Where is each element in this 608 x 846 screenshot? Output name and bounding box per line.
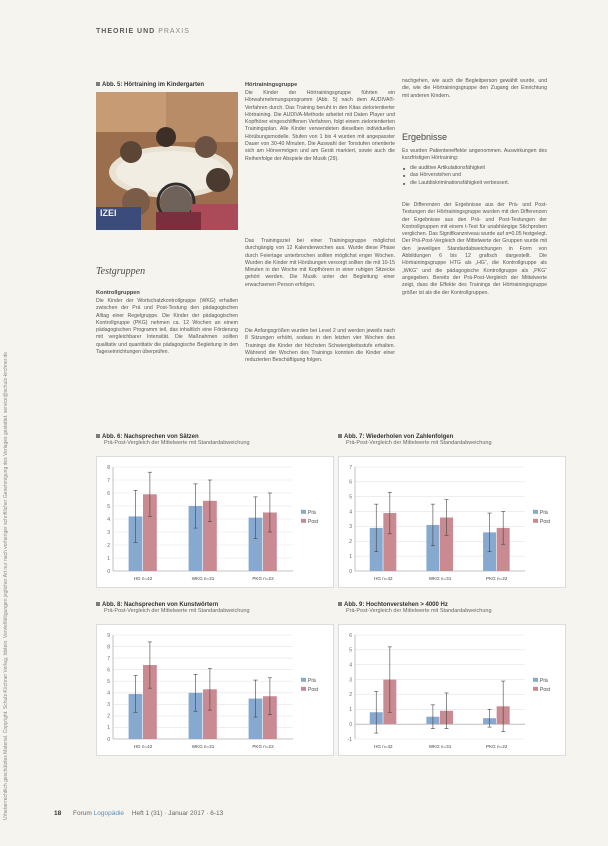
list-item: ■ die auditive Artikulationsfähigkeit <box>410 165 548 172</box>
y-tick-label: 1 <box>349 553 352 560</box>
y-tick-label: 1 <box>349 707 352 714</box>
legend-swatch <box>533 510 538 514</box>
chart7-header <box>338 434 492 446</box>
y-tick-label: 6 <box>107 490 110 497</box>
middle-text-2: Das Trainingsziel bei einer Trainingsgruppe möglichst durchgängig von 12 Kalenderwochen aus. Wurde diese Phase durch Feiertage unterbrochen sollten möglichst enger Wochen. Wurden die Kinder mit Hörübungen versorgt sollten die mit 10-15 Minuten in der Woche mit Kopfhörern in einer ruhigen Sitzecke gehört werden. Die Musik unter der Begleitung einer erwachsenen Person erfolgen. <box>245 238 395 288</box>
chart6-header <box>96 434 250 446</box>
footer-brand-prefix: Forum <box>73 810 92 817</box>
legend-label: Post <box>308 518 319 525</box>
header-main: THEORIE UND <box>96 28 156 35</box>
y-tick-label: 3 <box>107 529 110 536</box>
y-tick-label: 5 <box>107 679 110 686</box>
x-tick-label: HG n=42 <box>133 576 153 581</box>
hoertraining-subhead: Hörtrainingsgruppe <box>245 82 298 88</box>
hypothesis-list <box>402 165 548 193</box>
y-tick-label: 1 <box>107 725 110 732</box>
y-tick-label: 8 <box>107 464 110 471</box>
page-footer <box>54 810 223 817</box>
legend-swatch <box>301 687 306 691</box>
y-tick-label: 8 <box>107 644 110 651</box>
chart9-subtitle: Prä-Post-Vergleich der Mittelwerte mit Standardabweichung <box>346 608 492 614</box>
chart8-svg <box>97 625 333 755</box>
y-tick-label: 2 <box>349 539 352 546</box>
legend-label: Post <box>540 518 551 525</box>
y-tick-label: 7 <box>107 655 110 662</box>
y-tick-label: 4 <box>349 662 352 669</box>
footer-issue: Heft 1 (31) · Januar 2017 · 6-13 <box>131 810 224 817</box>
chart7-subtitle: Prä-Post-Vergleich der Mittelwerte mit Standardabweichung <box>346 440 492 446</box>
right-text-top: nachgehen, wie auch die Begleitperson gewählt wurde, und die, wie die Hörtrainingsgruppe den Zugang der Einrichtung mit anderen Kindern. <box>402 78 547 99</box>
chart8-title: Abb. 8: Nachsprechen von Kunstwörtern <box>102 602 219 608</box>
legend-label: Prä <box>540 509 548 516</box>
x-tick-label: PKG n=22 <box>486 576 508 581</box>
y-tick-label: 5 <box>349 494 352 501</box>
chart6-svg <box>97 457 333 587</box>
chart9-title: Abb. 9: Hochtonverstehen > 4000 Hz <box>344 602 448 608</box>
legend-label: Prä <box>308 509 316 516</box>
legend-label: Post <box>540 686 551 693</box>
x-tick-label: WKG n=31 <box>428 576 452 581</box>
x-tick-label: WKG n=31 <box>191 744 215 749</box>
x-tick-label: HG n=42 <box>374 744 393 749</box>
legend-swatch <box>533 519 538 523</box>
right-text-bottom: Die Differenzen der Ergebnisse aus der Prä- und Post-Testungen der Hörtrainingsgruppe wurden mit den Differenzen der Ergebnisse aus den Prä- und Post-Testungen der Kontrollgruppen mit einem t-Test für unabhängige Stichproben verglichen. Das Signifikanzniveau wurde auf α=0.05 festgelegt. Der Prä-Post-Vergleich der Mittelwerte der Gruppen wurde mit den jeweiligen Standardabweichungen in Form von Abbildungen 6 bis 12 grafisch dargestellt. Die Hörtrainingsgruppe HTG als „HG“, die Kontrollgruppe als „WKG“ und die pädagogische Kontrollgruppe als „PKG“ angegeben. Bereits der Prä-Post-Vergleich der Mittelwerte zeigt, dass die Effekte des Trainings der Hörtrainingsgruppe größer ist als die der Kontrollgruppen. <box>402 202 547 296</box>
x-tick-label: WKG n=31 <box>191 576 215 581</box>
footer-brand-name: Logopädie <box>93 810 125 817</box>
x-tick-label: WKG n=31 <box>428 744 452 749</box>
chart9-header <box>338 602 492 614</box>
chart6-box <box>96 456 334 588</box>
chart6-title: Abb. 6: Nachsprechen von Sätzen <box>102 434 199 440</box>
y-tick-label: 7 <box>349 464 352 471</box>
chart8-box <box>96 624 334 756</box>
caption-square-icon <box>338 602 342 606</box>
x-tick-label: HG n=42 <box>374 576 393 581</box>
x-tick-label: PKG n=22 <box>252 576 274 581</box>
y-tick-label: 0 <box>349 721 352 728</box>
chart8-header <box>96 602 250 614</box>
y-tick-label: 0 <box>107 568 110 575</box>
y-tick-label: 2 <box>107 542 110 549</box>
chart6-subtitle: Prä-Post-Vergleich der Mittelwerte mit Standardabweichung <box>104 440 250 446</box>
chart7-box <box>338 456 566 588</box>
caption-square-icon <box>338 434 342 438</box>
y-tick-label: 5 <box>107 503 110 510</box>
y-tick-label: 5 <box>349 647 352 654</box>
kindergarten-photo <box>96 92 238 230</box>
y-tick-label: 6 <box>349 632 352 639</box>
chart9-svg <box>339 625 565 755</box>
chart7-title: Abb. 7: Wiederholen von Zahlenfolgen <box>344 434 454 440</box>
figure5-caption-text: Abb. 5: Hörtraining im Kindergarten <box>102 82 205 88</box>
figure5-caption <box>96 82 204 88</box>
x-tick-label: HG n=42 <box>133 744 153 749</box>
right-intro: Es wurden Patienteneffekte angenommen. Auswirkungen des kurzfristigen Hörtraining: <box>402 148 547 162</box>
y-tick-label: 6 <box>107 667 110 674</box>
y-tick-label: 3 <box>349 524 352 531</box>
legend-swatch <box>301 678 306 682</box>
y-tick-label: 0 <box>107 736 110 743</box>
x-tick-label: PKG n=22 <box>486 744 508 749</box>
kontrollgruppen-subhead: Kontrollgruppen <box>96 290 140 296</box>
y-tick-label: 6 <box>349 479 352 486</box>
chart7-svg <box>339 457 565 587</box>
chart9-box <box>338 624 566 756</box>
legend-swatch <box>301 510 306 514</box>
header-accent: PRAXIS <box>158 28 190 35</box>
list-item: ■ das Hörverstehen und <box>410 172 548 179</box>
ergebnisse-title: Ergebnisse <box>402 132 448 142</box>
y-tick-label: 9 <box>107 632 110 639</box>
list-item: ■ die Lautdiskriminationsfähigkeit verbessert. <box>410 180 548 187</box>
legend-label: Prä <box>540 677 548 684</box>
y-tick-label: 7 <box>107 477 110 484</box>
legend-swatch <box>533 678 538 682</box>
legend-label: Prä <box>308 677 316 684</box>
legend-label: Post <box>308 686 319 693</box>
x-tick-label: PKG n=22 <box>252 744 274 749</box>
testgruppen-title: Testgruppen <box>96 266 146 277</box>
y-tick-label: 2 <box>349 692 352 699</box>
photo-illustration <box>96 92 238 230</box>
y-tick-label: 1 <box>107 555 110 562</box>
running-header <box>96 28 190 35</box>
y-tick-label: -1 <box>347 736 352 743</box>
caption-square-icon <box>96 602 100 606</box>
legend-swatch <box>301 519 306 523</box>
y-tick-label: 0 <box>349 568 352 575</box>
left-column-text: Die Kinder der Wortschatzkontrollgruppe (WKG) erhalten zwischen der Prä und Post-Testung den pädagogischen Alltag einer Regelgruppe. Die Kinder der pädagogischen Kontrollgruppe (PKG) nehmen ca. 12 Wochen an einem pädagogischen Programm teil, das inhaltlich eine Förderung mit vergleichbarer Intensität. Die Maßnahmen sollten qualitativ und quantitativ die pädagogische Begleitung in den Tageseinrichtungen überprüfen. <box>96 298 238 356</box>
caption-square-icon <box>96 82 100 86</box>
y-tick-label: 4 <box>107 516 110 523</box>
page-number: 18 <box>54 810 62 817</box>
copyright-side-note: Urheberrechtlich geschütztes Material. Copyright: Schulz-Kirchner Verlag, Idstein. Vervielfältigungen jeglicher Art nur nach vorheriger schriftlicher Genehmigung des Verlages gestattet. service@schulz-kirchner.de <box>3 351 9 820</box>
y-tick-label: 4 <box>349 509 352 516</box>
caption-square-icon <box>96 434 100 438</box>
legend-swatch <box>533 687 538 691</box>
y-tick-label: 2 <box>107 713 110 720</box>
chart8-subtitle: Prä-Post-Vergleich der Mittelwerte mit Standardabweichung <box>104 608 250 614</box>
y-tick-label: 3 <box>107 702 110 709</box>
y-tick-label: 3 <box>349 677 352 684</box>
middle-text-3: Die Anfangsgrößen wurden bei Level 2 und werden jeweils nach 8 Sitzungen erhöht, sodass in den letzten vier Wochen des Trainings die Kinder der höchsten Schwierigkeitsstufe erhalten. Während der Wochen des Trainings konnten die Kinder einer reduzierten Beschäftigung folgen. <box>245 328 395 364</box>
photo-sign-text: IZEI <box>100 208 117 218</box>
y-tick-label: 4 <box>107 690 110 697</box>
middle-text-1: Die Kinder der Hörtrainingsgruppe führten ein Hörwahrnehmungsprogramm (Abb. 5) nach dem AUDIVA®-Verfahren durch. Das Training beruht in den Kitas zielorientierter Hörtraining. Die AUDIVA-Methode arbeitet mit Daten Player und Kopfhörer eingeschliffenen Verfahren, folgt einem zielorientierten Trainingsplan. Alle Kinder verwendeten dieselben individuellen Hörübungsmodelle. Stufen von 1 bis 4 wurden mit angepasster Dauer von 30-40 Minuten. Die Auswahl der Tonstufen orientierte sich am Hörvermögen und am Gerät markiert, sowie auch die Reihenfolge der Abspiele der Musik (29). <box>245 90 395 162</box>
